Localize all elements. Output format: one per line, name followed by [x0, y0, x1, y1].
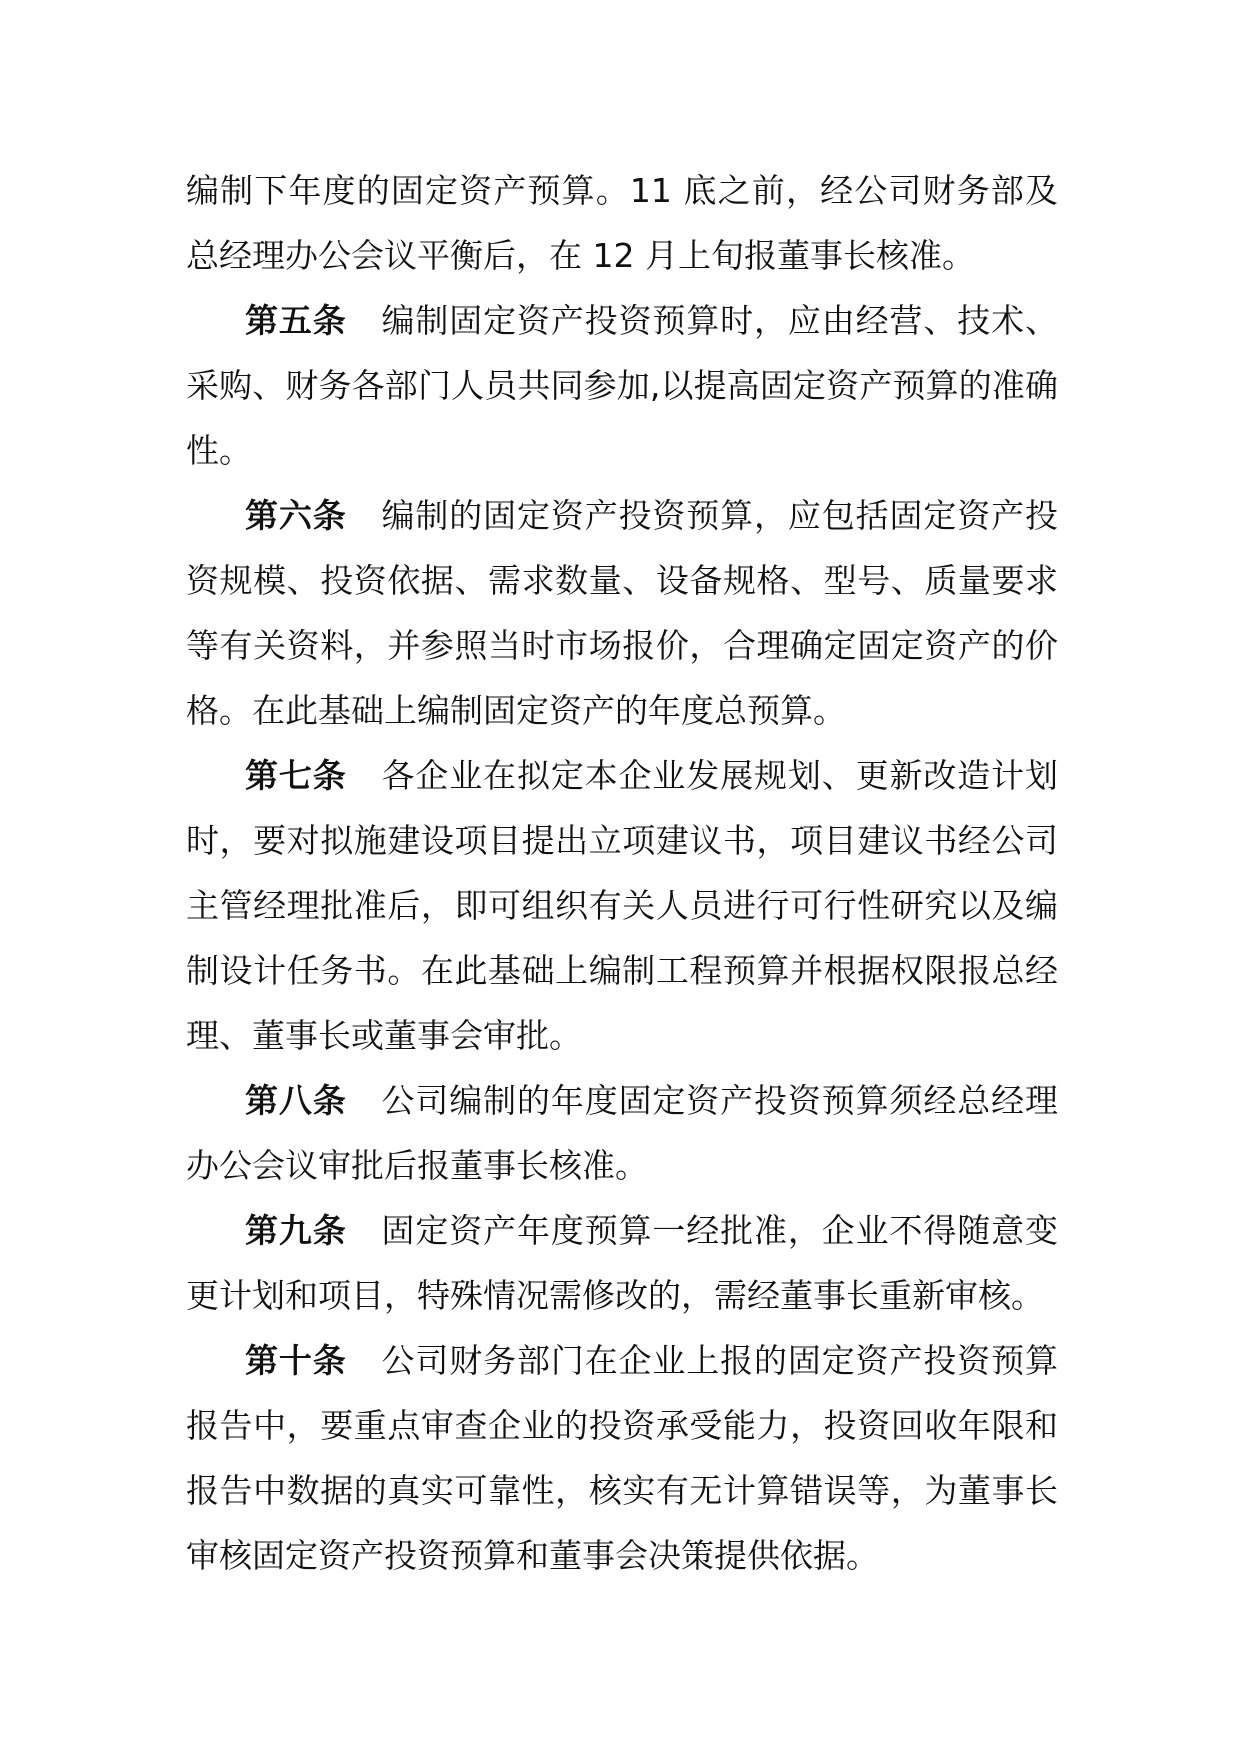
article-7-paragraph — [186, 743, 1058, 1068]
paragraph-text: 编制固定资产投资预算时，应由经营、技术、采购、财务各部门人员共同参加,以提高固定资产预算的准确性。 — [186, 301, 1059, 470]
article-10-paragraph — [186, 1328, 1058, 1588]
document-page — [186, 158, 1058, 1588]
article-8-paragraph — [186, 1068, 1058, 1198]
paragraph-text: 编制的固定资产投资预算，应包括固定资产投资规模、投资依据、需求数量、设备规格、型号、质量要求等有关资料，并参照当时市场报价，合理确定固定资产的价格。在此基础上编制固定资产的年度总预算。 — [186, 496, 1059, 730]
article-number: 第十条 — [245, 1341, 347, 1380]
article-number: 第五条 — [245, 301, 347, 340]
paragraph-continuation — [186, 158, 1058, 288]
paragraph-text: 编制下年度的固定资产预算。11 底之前，经公司财务部及总经理办公会议平衡后，在 12 月上旬报董事长核准。 — [186, 171, 1058, 275]
article-number: 第六条 — [245, 496, 347, 535]
paragraph-text: 公司财务部门在企业上报的固定资产投资预算报告中，要重点审查企业的投资承受能力，投资回收年限和报告中数据的真实可靠性，核实有无计算错误等，为董事长审核固定资产投资预算和董事会决策提供依据。 — [186, 1341, 1059, 1575]
article-number: 第九条 — [245, 1211, 347, 1250]
paragraph-text: 固定资产年度预算一经批准，企业不得随意变更计划和项目，特殊情况需修改的，需经董事长重新审核。 — [186, 1211, 1059, 1315]
article-9-paragraph — [186, 1198, 1058, 1328]
paragraph-text: 公司编制的年度固定资产投资预算须经总经理办公会议审批后报董事长核准。 — [186, 1081, 1059, 1185]
article-number: 第七条 — [245, 756, 347, 795]
article-number: 第八条 — [245, 1081, 347, 1120]
article-5-paragraph — [186, 288, 1058, 483]
article-6-paragraph — [186, 483, 1058, 743]
paragraph-text: 各企业在拟定本企业发展规划、更新改造计划时，要对拟施建设项目提出立项建议书，项目建议书经公司主管经理批准后，即可组织有关人员进行可行性研究以及编制设计任务书。在此基础上编制工程预算并根据权限报总经理、董事长或董事会审批。 — [186, 756, 1059, 1055]
